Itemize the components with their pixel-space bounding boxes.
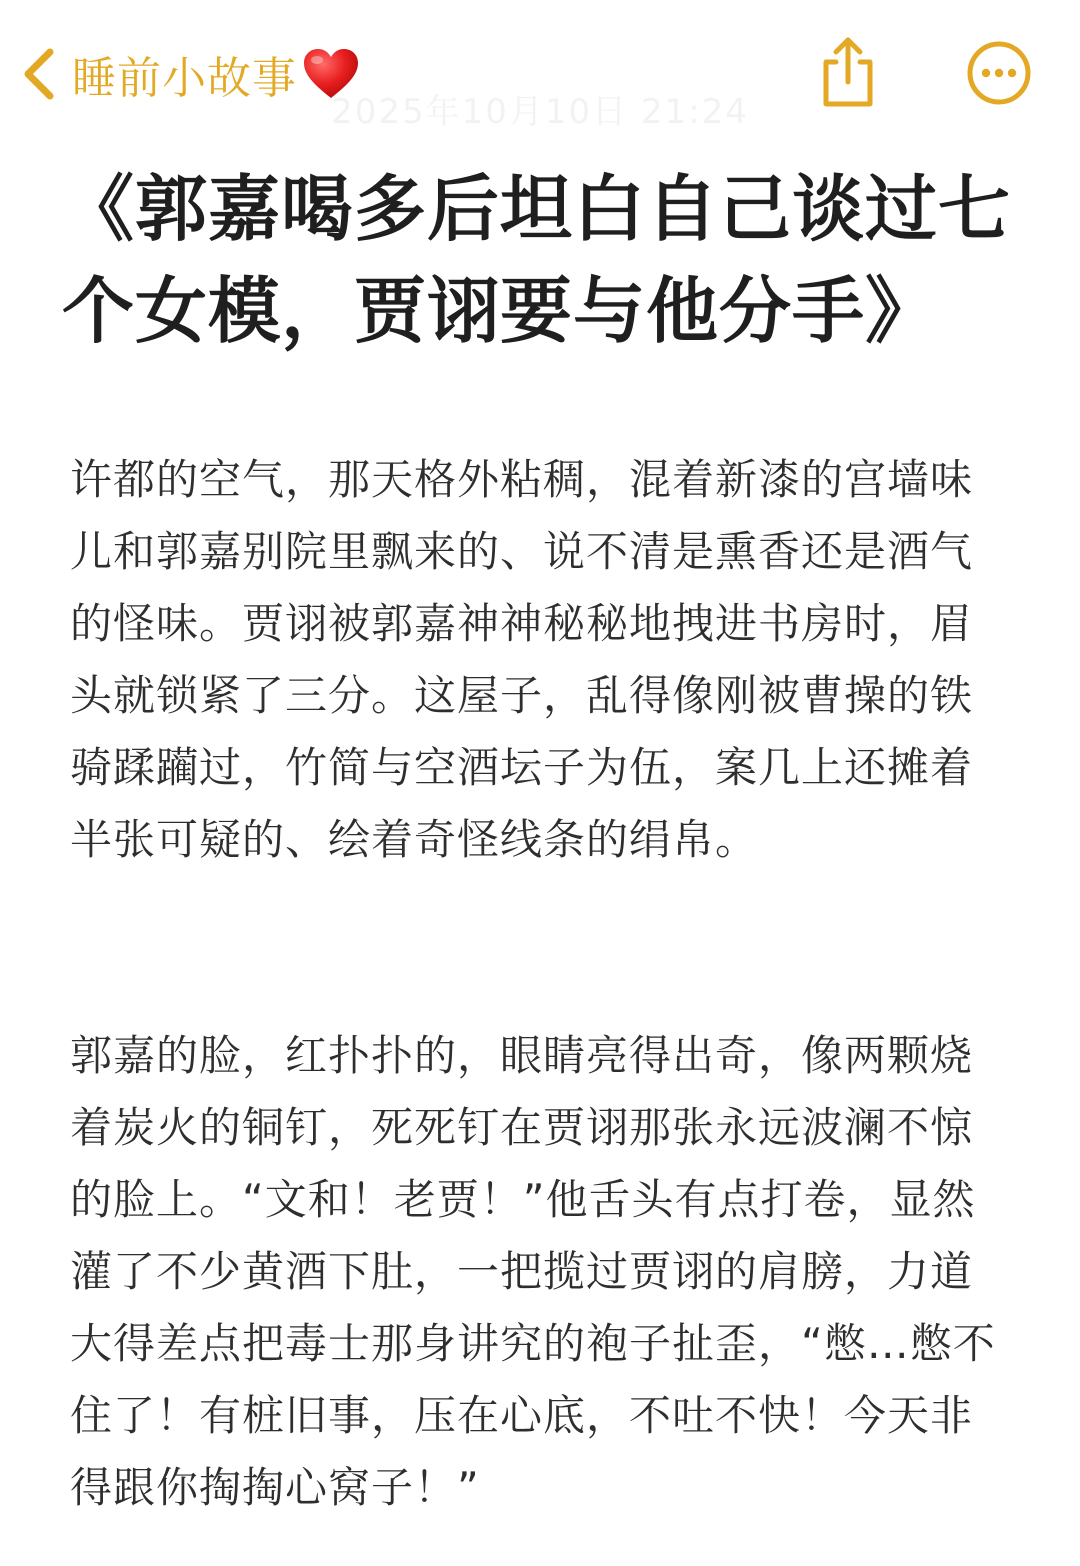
share-icon [812,95,884,114]
note-timestamp: 2025年10月10日 21:24 [331,92,749,132]
back-label: 睡前小故事 [72,53,297,104]
note-title[interactable]: 《郭嘉喝多后坦白自己谈过七个女模，贾诩要与他分手》 [62,167,1012,353]
navigation-bar [0,0,1080,140]
red-heart-icon [301,46,361,102]
back-button[interactable] [18,38,361,110]
ellipsis-circle-icon [966,91,1032,110]
share-button[interactable] [812,34,884,110]
note-paragraph[interactable]: 许都的空气，那天格外粘稠，混着新漆的宫墙味儿和郭嘉别院里飘来的、说不清是熏香还是酒气的怪味。贾诩被郭嘉神神秘秘地拽进书房时，眉头就锁紧了三分。这屋子，乱得像刚被曹操的铁骑蹂躏过，竹简与空酒坛子为伍，案几上还摊着半张可疑的、绘着奇怪线条的绢帛。 [70,455,974,864]
chevron-left-icon [18,46,58,102]
more-options-button[interactable] [966,40,1032,106]
note-paragraph[interactable]: 郭嘉的脸，红扑扑的，眼睛亮得出奇，像两颗烧着炭火的铜钉，死死钉在贾诩那张永远波澜不惊的脸上。“文和！老贾！”他舌头有点打卷，显然灌了不少黄酒下肚，一把揽过贾诩的肩膀，力道大得差点把毒士那身讲究的袍子扯歪，“憋…憋不住了！有桩旧事，压在心底，不吐不快！今天非得跟你掏掏心窝子！” [70,1031,996,1512]
